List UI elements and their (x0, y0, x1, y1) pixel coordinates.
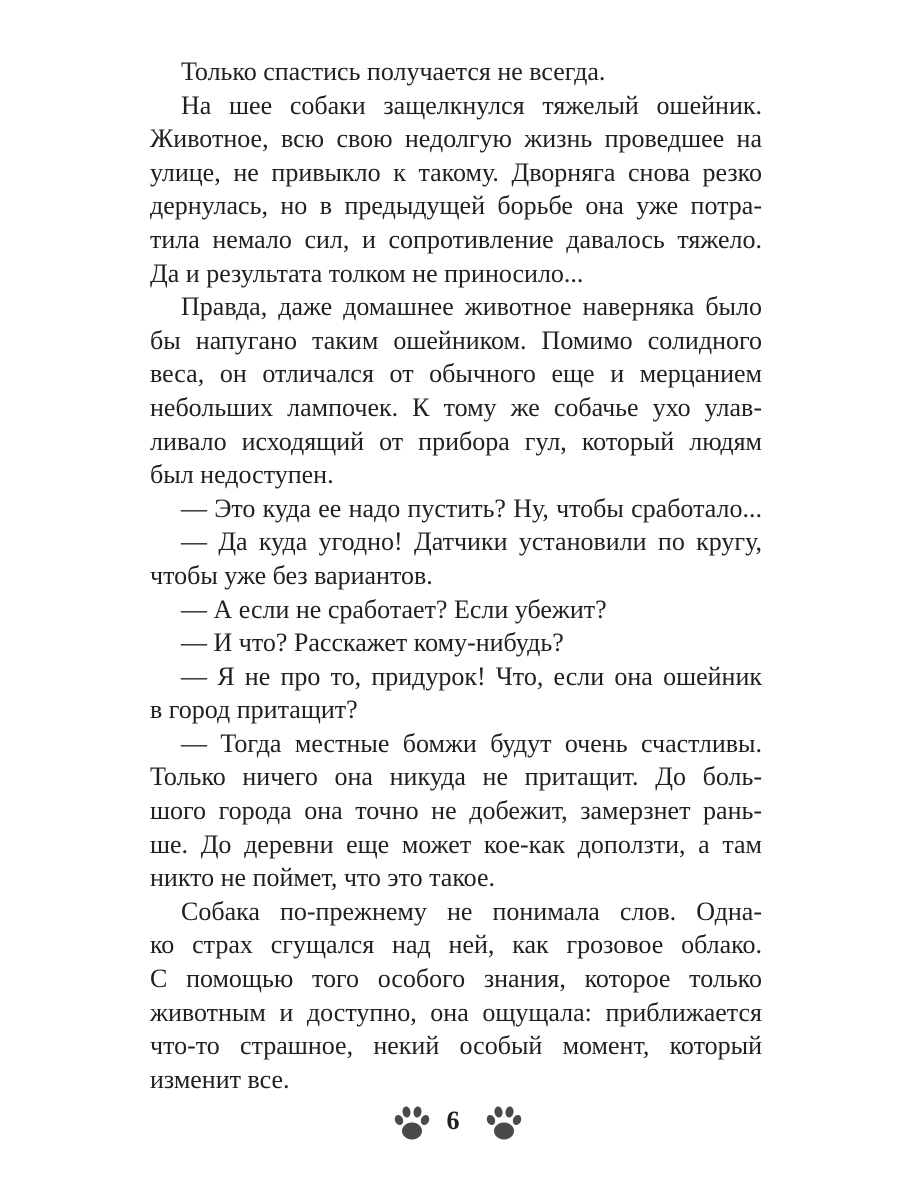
text-line: На шее собаки защелкнулся тяжелый ошейник. (181, 90, 762, 120)
text-line: ше. До деревни еще может кое-как доползти, а там (150, 829, 762, 859)
text-line: бы напугано таким ошейником. Помимо солидного (150, 325, 762, 355)
text-line: — Да куда угодно! Датчики установили по кругу, (181, 527, 762, 557)
text-line: Только спастись получается не всегда. (181, 57, 606, 86)
text-line: был недоступен. (150, 460, 334, 490)
text-line: дернулась, но в предыдущей борьбе она уже потра- (150, 191, 762, 221)
text-line: в город притащит? (150, 695, 358, 725)
text-line: Собака по-прежнему не понимала слов. Одна- (181, 896, 762, 926)
text-line: Только ничего она никуда не притащит. До боль- (150, 762, 762, 792)
text-line: — Тогда местные бомжи будут очень счастливы. (181, 728, 762, 758)
text-line: Правда, даже домашнее животное наверняка было (181, 292, 762, 322)
text-line: что-то страшное, некий особый момент, который (150, 1031, 762, 1061)
text-line: ко страх сгущался над ней, как грозовое облако. (150, 930, 762, 960)
text-line: Да и результата толком не приносило... (150, 258, 584, 288)
text-line: шого города она точно не добежит, замерзнет рань- (150, 796, 762, 826)
text-line: никто не поймет, что это такое. (150, 863, 495, 893)
text-line: — Я не про то, придурок! Что, если она ошейник (181, 661, 762, 691)
page-number: 6 (446, 1106, 460, 1135)
text-line: — И что? Расскажет кому-нибудь? (181, 628, 564, 658)
text-line: С помощью того особого знания, которое только (150, 964, 762, 994)
text-line: тила немало сил, и сопротивление давалось тяжело. (150, 224, 762, 254)
text-line: небольших лампочек. К тому же собачье ухо улав- (150, 392, 762, 422)
text-line: животным и доступно, она ощущала: приближается (150, 997, 762, 1027)
text-line: улице, не привыкло к такому. Дворняга снова резко (150, 157, 762, 187)
text-line: ливало исходящий от прибора гул, который людям (150, 426, 762, 456)
text-line: чтобы уже без вариантов. (150, 560, 433, 590)
paw-print-icon (484, 1103, 524, 1143)
paw-print-icon (392, 1103, 432, 1143)
text-line: изменит все. (150, 1064, 290, 1094)
text-line: веса, он отличался от обычного еще и мерцанием (150, 359, 762, 389)
text-line: — Это куда ее надо пустить? Ну, чтобы сработало... (181, 493, 762, 523)
text-line: — А если не сработает? Если убежит? (181, 594, 607, 624)
page-footer (0, 1101, 900, 1145)
page-body (150, 55, 762, 1096)
text-line: Животное, всю свою недолгую жизнь проведшее на (150, 124, 762, 154)
